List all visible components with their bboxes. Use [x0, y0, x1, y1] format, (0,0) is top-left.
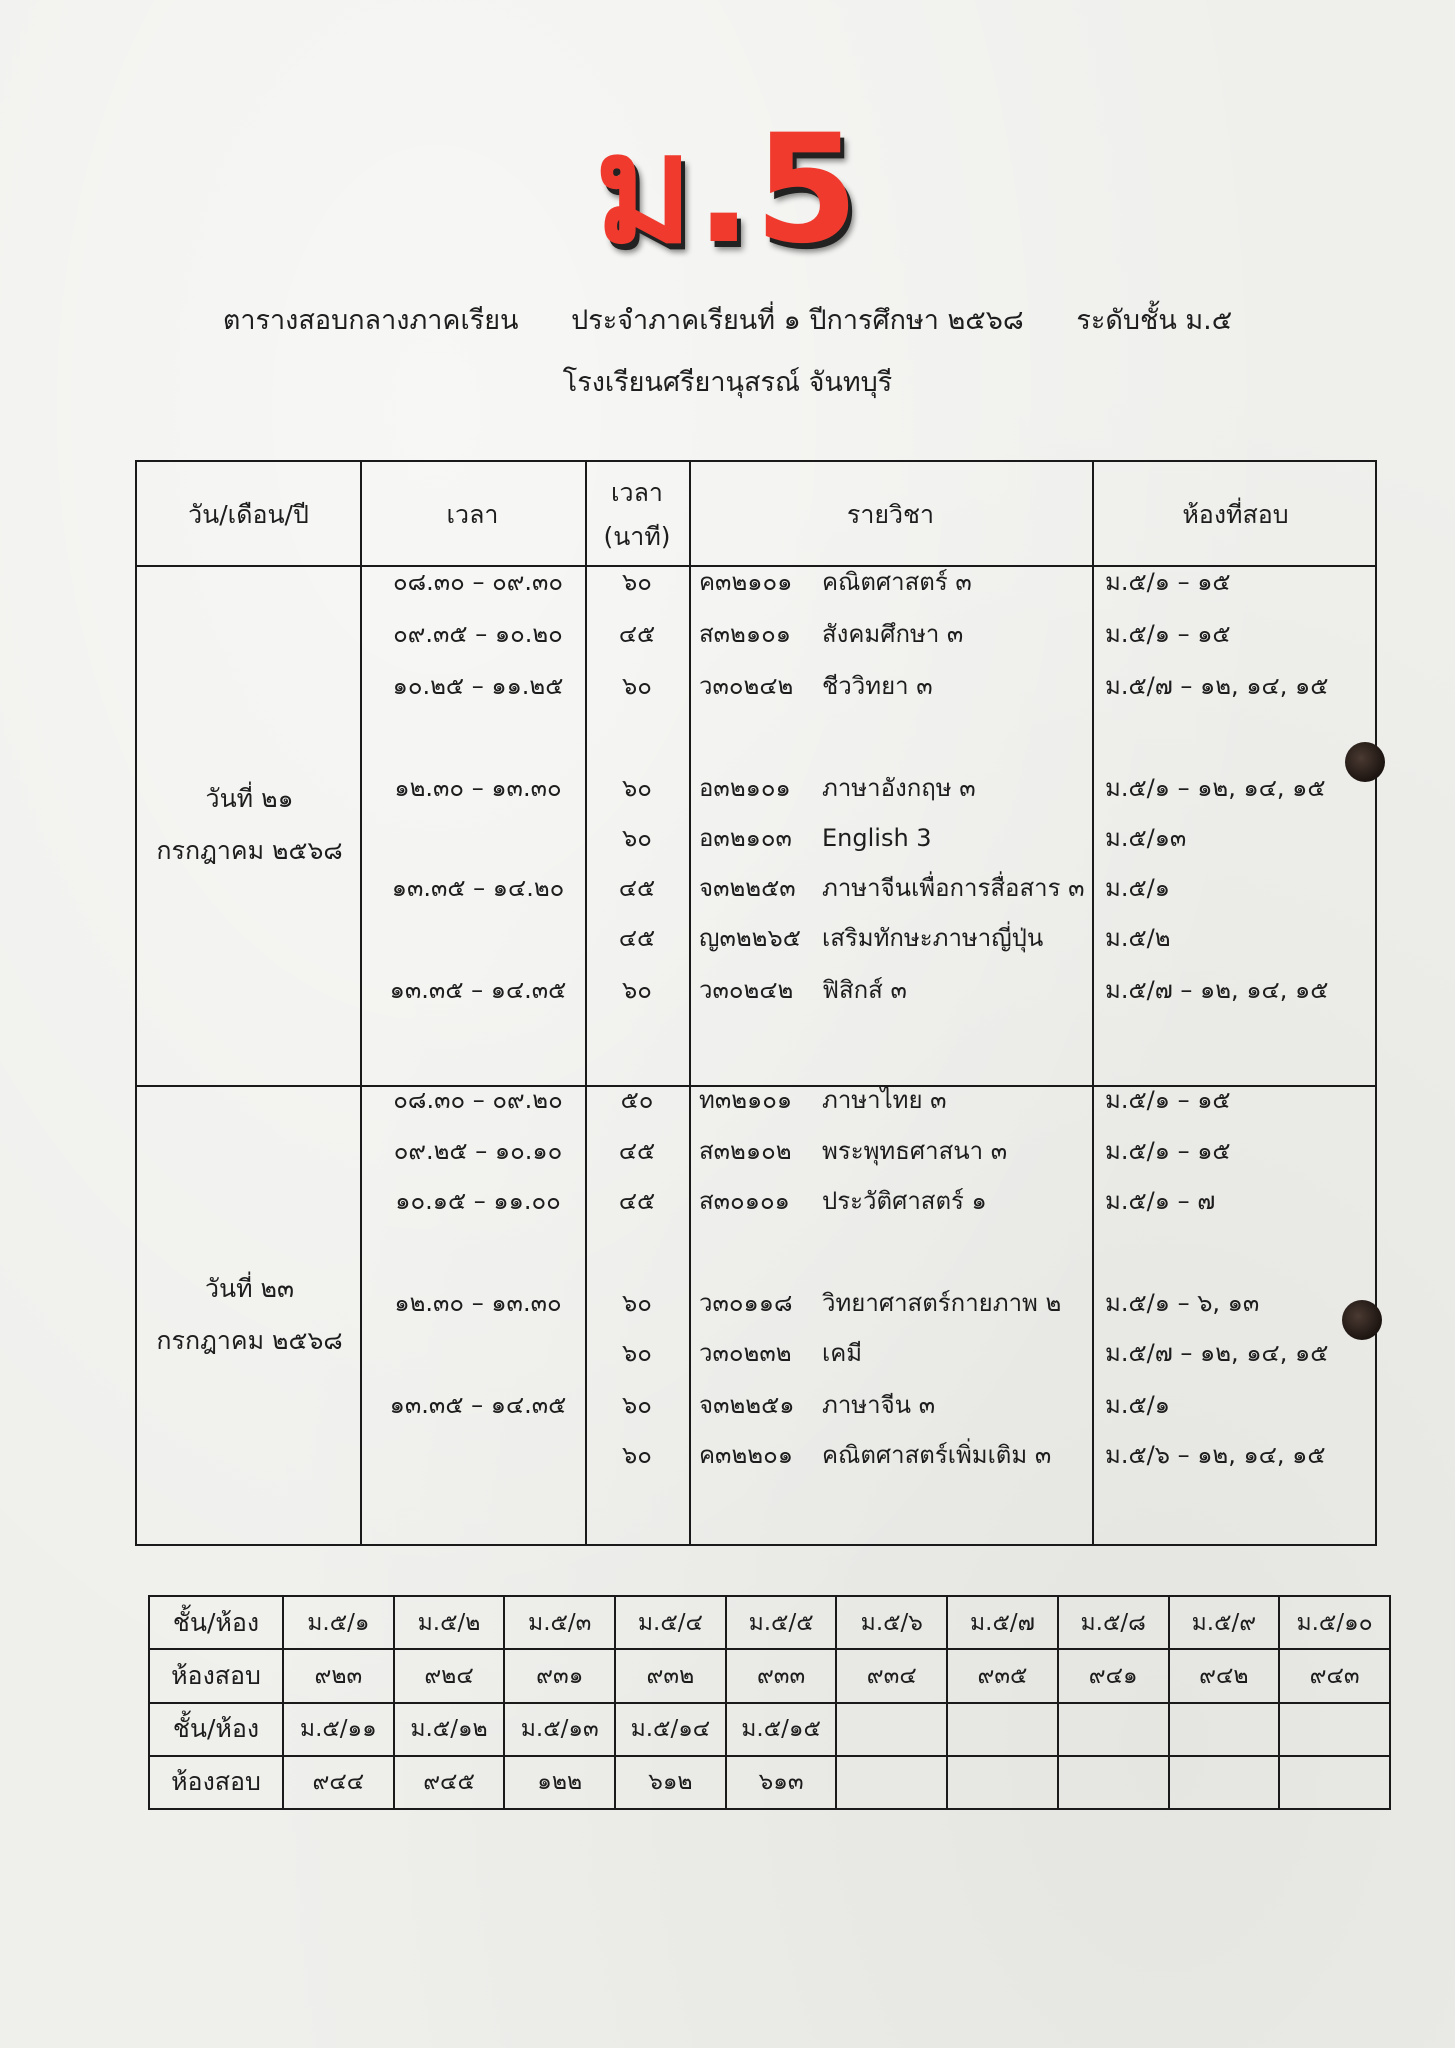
- class-cell: ม.๕/๘: [1058, 1596, 1169, 1649]
- column-header-date: วัน/เดือน/ปี: [188, 499, 309, 529]
- schedule-room-cell: ม.๕/๑ – ๑๕: [1105, 1086, 1231, 1114]
- column-header-time: เวลา: [446, 499, 499, 529]
- class-label-cell: ชั้น/ห้อง: [149, 1703, 283, 1756]
- exam-room-cell: ๙๓๑: [504, 1649, 615, 1702]
- schedule-subject-cell: คณิตศาสตร์ ๓: [822, 568, 972, 596]
- schedule-code-cell: ว๓๐๒๔๒: [699, 976, 794, 1004]
- class-cell: ม.๕/๑๔: [615, 1703, 726, 1756]
- schedule-minutes-cell: ๖๐: [622, 774, 652, 802]
- exam-room-cell: [836, 1756, 947, 1809]
- schedule-minutes-cell: ๔๕: [618, 1137, 656, 1165]
- schedule-minutes-cell: ๖๐: [622, 1339, 652, 1367]
- schedule-code-cell: ท๓๒๑๐๑: [699, 1086, 793, 1114]
- exam-room-cell: ๙๔๔: [283, 1756, 394, 1809]
- day-2-date: [137, 1085, 362, 1545]
- schedule-subject-cell: ภาษาอังกฤษ ๓: [822, 774, 976, 802]
- schedule-subject-cell: พระพุทธศาสนา ๓: [822, 1137, 1008, 1165]
- room-table-row: [149, 1649, 1390, 1702]
- room-table-row: [149, 1756, 1390, 1809]
- exam-room-cell: ๙๓๒: [615, 1649, 726, 1702]
- column-header-subject: รายวิชา: [846, 499, 935, 529]
- class-cell: [836, 1703, 947, 1756]
- class-cell: ม.๕/๒: [394, 1596, 505, 1649]
- class-cell: ม.๕/๑๕: [726, 1703, 837, 1756]
- exam-room-cell: ๖๑๓: [726, 1756, 837, 1809]
- schedule-room-cell: ม.๕/๖ – ๑๒, ๑๔, ๑๕: [1105, 1441, 1326, 1469]
- schedule-room-cell: ม.๕/๑ – ๑๒, ๑๔, ๑๕: [1105, 774, 1326, 802]
- exam-heading: [0, 298, 1455, 341]
- exam-room-label-cell: ห้องสอบ: [149, 1649, 283, 1702]
- exam-room-cell: ๙๔๓: [1279, 1649, 1390, 1702]
- schedule-subject-cell: ประวัติศาสตร์ ๑: [822, 1187, 987, 1215]
- column-header-minutes-line1: เวลา: [611, 477, 663, 507]
- schedule-minutes-cell: ๔๕: [618, 874, 656, 902]
- grade-badge: ม.5: [594, 103, 861, 277]
- schedule-code-cell: ญ๓๒๒๖๕: [699, 924, 801, 952]
- schedule-subject-cell: ชีววิทยา ๓: [822, 672, 933, 700]
- room-table-row: [149, 1596, 1390, 1649]
- schedule-minutes-cell: ๖๐: [622, 1391, 652, 1419]
- schedule-code-cell: ส๓๒๑๐๑: [699, 620, 791, 648]
- day-1-date-line2: กรกฎาคม ๒๕๖๘: [156, 836, 343, 865]
- schedule-minutes-cell: ๖๐: [622, 1289, 652, 1317]
- exam-room-label-cell: ห้องสอบ: [149, 1756, 283, 1809]
- schedule-time-cell: ๑๒.๓๐ – ๑๓.๓๐: [394, 1289, 562, 1317]
- schedule-time-cell: ๑๒.๓๐ – ๑๓.๓๐: [394, 774, 562, 802]
- exam-room-cell: [1058, 1756, 1169, 1809]
- class-label-cell: ชั้น/ห้อง: [149, 1596, 283, 1649]
- schedule-room-cell: ม.๕/๑: [1105, 874, 1170, 902]
- class-cell: ม.๕/๗: [947, 1596, 1058, 1649]
- class-cell: ม.๕/๑๐: [1279, 1596, 1390, 1649]
- schedule-subject-cell: สังคมศึกษา ๓: [822, 620, 964, 648]
- exam-room-cell: ๑๒๒: [504, 1756, 615, 1809]
- class-cell: [1169, 1703, 1280, 1756]
- schedule-code-cell: อ๓๒๑๐๓: [699, 824, 792, 852]
- class-cell: ม.๕/๑๑: [283, 1703, 394, 1756]
- schedule-subject-cell: วิทยาศาสตร์กายภาพ ๒: [822, 1289, 1062, 1317]
- schedule-room-cell: ม.๕/๑๓: [1105, 824, 1187, 852]
- class-cell: ม.๕/๑๒: [394, 1703, 505, 1756]
- schedule-code-cell: ค๓๒๑๐๑: [699, 568, 793, 596]
- schedule-subject-cell: English 3: [822, 824, 932, 852]
- schedule-time-cell: ๑๓.๓๕ – ๑๔.๒๐: [391, 874, 565, 902]
- exam-room-cell: [947, 1756, 1058, 1809]
- class-cell: ม.๕/๖: [836, 1596, 947, 1649]
- room-table-row: [149, 1703, 1390, 1756]
- schedule-code-cell: ค๓๒๒๐๑: [699, 1441, 793, 1469]
- column-header-room: ห้องที่สอบ: [1182, 499, 1289, 529]
- exam-term: ประจำภาคเรียนที่ ๑ ปีการศึกษา ๒๕๖๘: [571, 305, 1024, 336]
- class-cell: ม.๕/๓: [504, 1596, 615, 1649]
- schedule-time-cell: ๐๙.๒๕ – ๑๐.๑๐: [393, 1137, 563, 1165]
- schedule-minutes-cell: ๖๐: [622, 568, 652, 596]
- exam-room-cell: ๙๔๑: [1058, 1649, 1169, 1702]
- schedule-room-cell: ม.๕/๑ – ๑๕: [1105, 620, 1231, 648]
- column-header-minutes-line2: (นาที): [603, 521, 671, 551]
- exam-room-cell: ๙๒๔: [394, 1649, 505, 1702]
- day-2-date-line2: กรกฎาคม ๒๕๖๘: [156, 1326, 343, 1355]
- class-cell: [947, 1703, 1058, 1756]
- day-2-date-line1: วันที่ ๒๓: [204, 1274, 295, 1303]
- schedule-subject-cell: ภาษาไทย ๓: [822, 1086, 947, 1114]
- schedule-code-cell: จ๓๒๒๕๑: [699, 1391, 795, 1419]
- schedule-minutes-cell: ๕๐: [620, 1086, 654, 1114]
- schedule-room-cell: ม.๕/๑ – ๑๕: [1105, 1137, 1231, 1165]
- schedule-code-cell: ส๓๐๑๐๑: [699, 1187, 790, 1215]
- schedule-time-cell: ๐๙.๓๕ – ๑๐.๒๐: [393, 620, 563, 648]
- schedule-code-cell: ว๓๐๒๔๒: [699, 672, 794, 700]
- schedule-subject-cell: ฟิสิกส์ ๓: [822, 976, 907, 1004]
- exam-room-cell: ๙๒๓: [283, 1649, 394, 1702]
- schedule-minutes-cell: ๖๐: [622, 976, 652, 1004]
- exam-schedule-table: [135, 460, 1377, 1546]
- schedule-minutes-cell: ๔๕: [618, 924, 656, 952]
- schedule-room-cell: ม.๕/๑ – ๑๕: [1105, 568, 1231, 596]
- class-cell: ม.๕/๑๓: [504, 1703, 615, 1756]
- schedule-subject-cell: คณิตศาสตร์เพิ่มเติม ๓: [822, 1441, 1052, 1469]
- exam-room-cell: ๙๓๔: [836, 1649, 947, 1702]
- schedule-subject-cell: ภาษาจีนเพื่อการสื่อสาร ๓: [822, 874, 1085, 902]
- schedule-time-cell: ๑๓.๓๕ – ๑๔.๓๕: [389, 1391, 567, 1419]
- schedule-code-cell: ส๓๒๑๐๒: [699, 1137, 792, 1165]
- schedule-room-cell: ม.๕/๒: [1105, 924, 1171, 952]
- schedule-minutes-cell: ๖๐: [622, 1441, 652, 1469]
- exam-level: ระดับชั้น ม.๕: [1076, 305, 1233, 336]
- schedule-minutes-cell: ๖๐: [622, 824, 652, 852]
- exam-room-cell: [1279, 1756, 1390, 1809]
- schedule-code-cell: ว๓๐๑๑๘: [699, 1289, 793, 1317]
- schedule-time-cell: ๑๐.๒๕ – ๑๑.๒๕: [392, 672, 564, 700]
- schedule-room-cell: ม.๕/๑ – ๖, ๑๓: [1105, 1289, 1260, 1317]
- schedule-minutes-cell: ๔๕: [618, 620, 656, 648]
- schedule-time-cell: ๑๐.๑๕ – ๑๑.๐๐: [395, 1187, 561, 1215]
- schedule-room-cell: ม.๕/๑ – ๗: [1105, 1187, 1216, 1215]
- exam-room-cell: ๖๑๒: [615, 1756, 726, 1809]
- exam-title: ตารางสอบกลางภาคเรียน: [222, 305, 519, 336]
- exam-room-cell: [1169, 1756, 1280, 1809]
- exam-room-cell: ๙๓๓: [726, 1649, 837, 1702]
- class-cell: ม.๕/๙: [1169, 1596, 1280, 1649]
- schedule-room-cell: ม.๕/๗ – ๑๒, ๑๔, ๑๕: [1105, 672, 1329, 700]
- schedule-time-cell: ๐๘.๓๐ – ๐๙.๒๐: [393, 1086, 563, 1114]
- schedule-subject-cell: เสริมทักษะภาษาญี่ปุ่น: [822, 924, 1044, 952]
- schedule-time-cell: ๑๓.๓๕ – ๑๔.๓๕: [389, 976, 567, 1004]
- schedule-code-cell: อ๓๒๑๐๑: [699, 774, 791, 802]
- schedule-code-cell: จ๓๒๒๕๓: [699, 874, 796, 902]
- schedule-subject-cell: เคมี: [822, 1339, 863, 1367]
- schedule-room-cell: ม.๕/๗ – ๑๒, ๑๔, ๑๕: [1105, 1339, 1329, 1367]
- punch-hole: [1345, 742, 1385, 782]
- class-cell: [1279, 1703, 1390, 1756]
- schedule-subject-cell: ภาษาจีน ๓: [822, 1391, 936, 1419]
- exam-room-cell: ๙๓๕: [947, 1649, 1058, 1702]
- room-assignment-table: [148, 1595, 1391, 1810]
- class-cell: ม.๕/๔: [615, 1596, 726, 1649]
- punch-hole: [1342, 1300, 1382, 1340]
- class-cell: ม.๕/๕: [726, 1596, 837, 1649]
- schedule-time-cell: ๐๘.๓๐ – ๐๙.๓๐: [392, 568, 563, 596]
- class-cell: [1058, 1703, 1169, 1756]
- exam-room-cell: ๙๔๕: [394, 1756, 505, 1809]
- schedule-code-cell: ว๓๐๒๓๒: [699, 1339, 792, 1367]
- day-1-date: [137, 565, 362, 1085]
- schedule-room-cell: ม.๕/๑: [1105, 1391, 1170, 1419]
- schedule-minutes-cell: ๔๕: [618, 1187, 656, 1215]
- schedule-minutes-cell: ๖๐: [622, 672, 652, 700]
- class-cell: ม.๕/๑: [283, 1596, 394, 1649]
- school-name: โรงเรียนศรียานุสรณ์ จันทบุรี: [562, 367, 893, 398]
- exam-room-cell: ๙๔๒: [1169, 1649, 1280, 1702]
- column-header-minutes: [585, 462, 689, 567]
- day-1-date-line1: วันที่ ๒๑: [205, 784, 294, 813]
- schedule-room-cell: ม.๕/๗ – ๑๒, ๑๔, ๑๕: [1105, 976, 1329, 1004]
